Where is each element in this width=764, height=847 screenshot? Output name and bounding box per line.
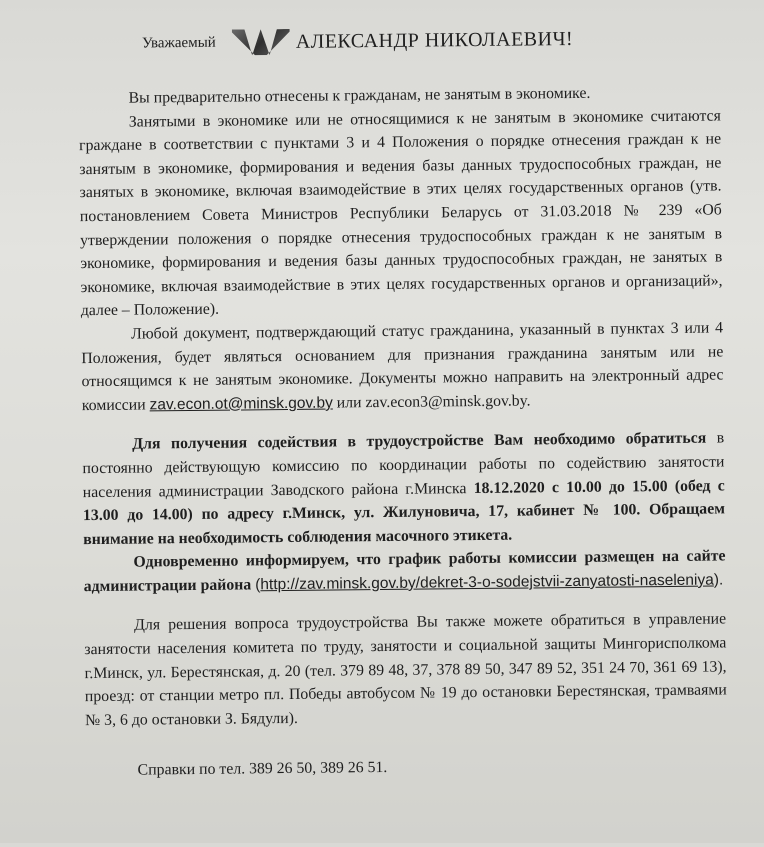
schedule-bold-text: Одновременно информируем, что график работы комиссии размещен на сайте администрации района: [83, 547, 726, 596]
email-link-secondary[interactable]: zav.econ3@minsk.gov.by.: [365, 392, 531, 411]
url-open-paren: (: [255, 576, 261, 594]
email-link-primary[interactable]: zav.econ.ot@minsk.gov.by: [149, 394, 333, 414]
redaction-mark: [232, 29, 290, 56]
greeting-line: [142, 22, 720, 58]
paragraph-schedule: [83, 545, 725, 599]
appointment-details: 18.12.2020 с 10.00 до 15.00 (обед с 13.00 до 14.00) по адресу г.Минск, ул. Жилуновича, 17, кабинет № 100. Обращаем внимание на необходимость соблюдения масочного этикета.: [82, 476, 726, 548]
paragraph-definition: Занятыми в экономике или не относящимися к не занятым в экономике считаются граждане в соответствии с пунктами 3 и 4 Положения о порядке отнесения граждан к не занятым в экономике, формирования и ведения базы данных трудоспособных граждан, не занятых в экономике, включая взаимодействие в этих целях государственных органов (утв. постановлением Совета Министров Республики Беларусь от 31.03.2018 № 239 «Об утверждении положения о порядке отнесения трудоспособных граждан к не занятым в экономике, формирования и ведения базы данных трудоспособных граждан, не занятых в экономике, включая взаимодействие в этих целях государственных органов и организаций», далее – Положение).: [79, 107, 723, 320]
paragraph-documents: [81, 316, 724, 417]
paragraph-appointment: [82, 427, 725, 552]
or-text: или: [336, 393, 362, 412]
url-close-paren: ).: [713, 571, 724, 589]
reference-phones: Справки по тел. 389 26 50, 389 26 51.: [137, 759, 388, 780]
website-link[interactable]: http://zav.minsk.gov.by/dekret-3-o-sodejstvii-zanyatosti-naseleniya: [260, 571, 714, 594]
paragraph-employment-office: Для решения вопроса трудоустройства Вы также можете обратиться в управление занятости населения комитета по труду, занятости и социальной защиты Мингорисполкома г.Минск, ул. Берестянская, д. 20 (тел. 379 89 48, 37, 378 89 50, 347 89 52, 351 24 70, 361 69 13), проезд: от станции метро пл. Победы автобусом № 19 до остановки Берестянская, трамваями № 3, 6 до остановки З. Бядули).: [84, 610, 727, 729]
paragraph-status: Вы предварительно отнесены к гражданам, не занятым в экономике.: [128, 84, 591, 107]
appointment-bold-intro: Для получения содействия в трудоустройстве Вам необходимо обратиться: [132, 429, 707, 453]
appointment-text: в постоянно действующую комиссию по координации работы по содействию занятости населения администрации Заводского района г.Минска: [82, 429, 725, 501]
addressee-name: АЛЕКСАНДР НИКОЛАЕВИЧ!: [295, 27, 574, 53]
documents-text: Любой документ, подтверждающий статус гражданина, указанный в пунктах 3 или 4 Положения, будет являться основанием для признания гражданина занятым или не относящимся к не занятым экономике. Документы можно направить на электронный адрес комиссии: [81, 319, 724, 414]
greeting-prefix: Уважаемый: [141, 34, 216, 51]
